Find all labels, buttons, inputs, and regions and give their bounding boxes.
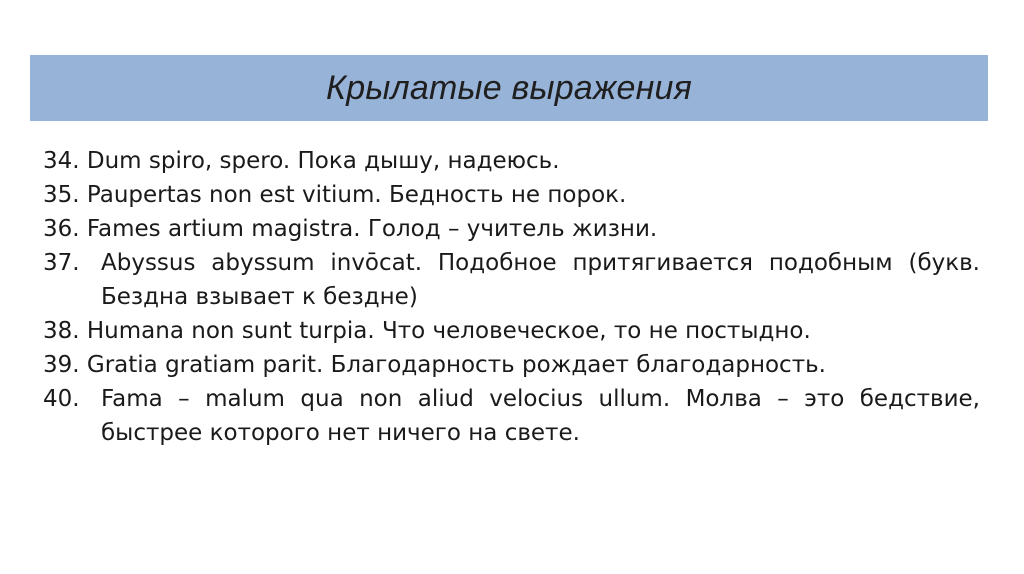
item-text: Paupertas non est vitium. Бедность не порок. xyxy=(86,182,627,208)
phrase-list xyxy=(43,144,980,450)
item-text: Dum spiro, spero. Пока дышу, надеюсь. xyxy=(86,148,560,174)
list-item xyxy=(43,382,980,450)
slide-title: Крылатые выражения xyxy=(325,68,692,107)
list-item xyxy=(43,246,980,314)
title-band xyxy=(30,55,988,121)
item-text: Fama – malum qua non aliud velocius ullum. Молва – это бедствие, быстрее которого нет ничего на свете. xyxy=(101,386,980,446)
list-item xyxy=(43,212,980,246)
item-number: 39. xyxy=(43,352,80,378)
item-number: 35. xyxy=(43,182,80,208)
item-number: 40. xyxy=(43,386,80,412)
item-number: 38. xyxy=(43,318,80,344)
list-item xyxy=(43,144,980,178)
item-text: Abyssus abyssum invōcat. Подобное притягивается подобным (букв. Бездна взывает к бездне) xyxy=(101,250,980,310)
item-number: 37. xyxy=(43,250,80,276)
list-item xyxy=(43,348,980,382)
list-item xyxy=(43,314,980,348)
list-item xyxy=(43,178,980,212)
item-text: Gratia gratiam parit. Благодарность рождает благодарность. xyxy=(86,352,826,378)
item-text: Fames artium magistra. Голод – учитель жизни. xyxy=(86,216,658,242)
item-number: 36. xyxy=(43,216,80,242)
item-text: Humana non sunt turpia. Что человеческое, то не постыдно. xyxy=(86,318,811,344)
item-number: 34. xyxy=(43,148,80,174)
